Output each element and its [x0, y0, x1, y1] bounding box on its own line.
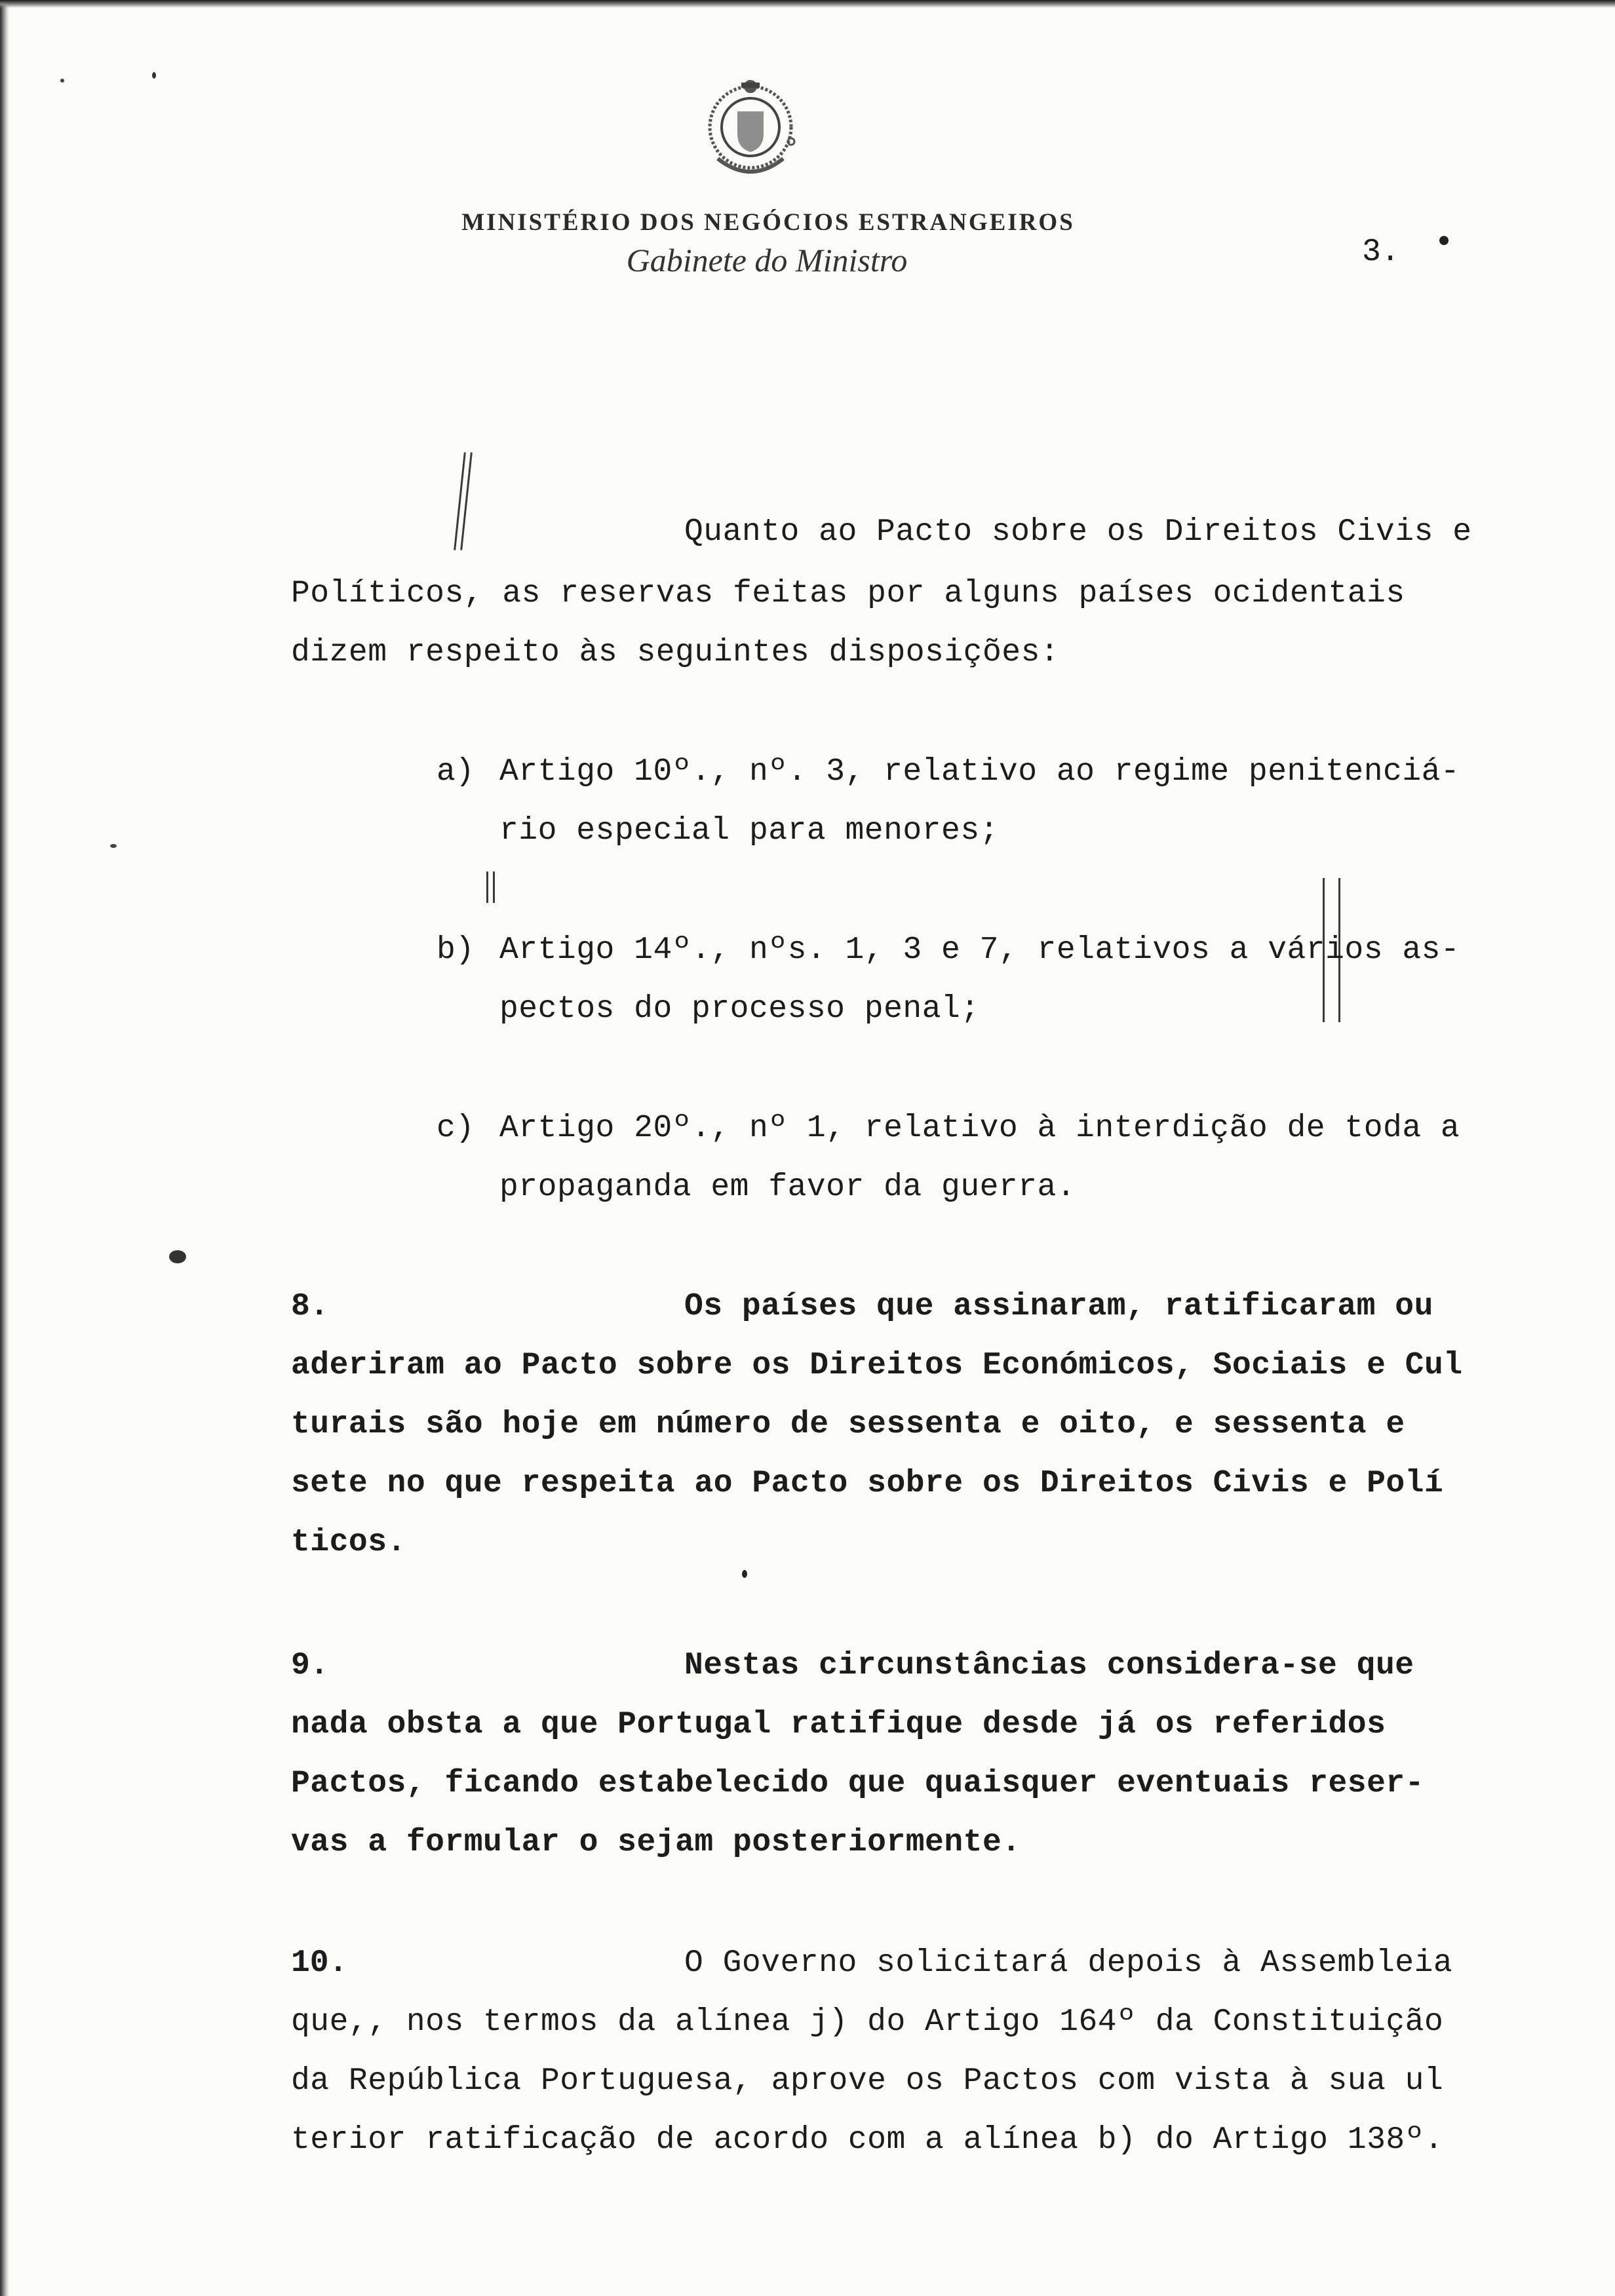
margin-mark	[486, 871, 488, 903]
paragraph-line: sete no que respeita ao Pacto sobre os Direitos Civis e Polí	[291, 1466, 1444, 1501]
ink-dot	[60, 79, 64, 83]
paragraph-line: que,, nos termos da alínea j) do Artigo 164º da Constituição	[291, 2004, 1444, 2040]
margin-mark	[454, 452, 466, 550]
item-line: Artigo 10º., nº. 3, relativo ao regime penitenciá-	[499, 754, 1460, 790]
item-marker: c)	[437, 1111, 475, 1146]
paragraph-line: da República Portuguesa, aprove os Pactos com vista à sua ul	[291, 2063, 1444, 2099]
scan-left-edge	[0, 0, 9, 2296]
item-marker: a)	[437, 754, 475, 790]
item-line: Artigo 20º., nº 1, relativo à interdição de toda a	[499, 1111, 1460, 1146]
ink-dot	[1439, 236, 1449, 245]
ink-dot	[152, 72, 156, 79]
paragraph-number: 9.	[291, 1648, 329, 1683]
intro-line: Quanto ao Pacto sobre os Direitos Civis e	[684, 514, 1472, 550]
ink-blot	[169, 1250, 186, 1263]
paragraph-number: 10.	[291, 1945, 348, 1981]
paragraph-line: Pactos, ficando estabelecido que quaisquer eventuais reser-	[291, 1766, 1424, 1801]
paragraph-line: ticos.	[291, 1525, 406, 1560]
paragraph-line: terior ratificação de acordo com a alínea b) do Artigo 138º.	[291, 2122, 1444, 2158]
item-line: pectos do processo penal;	[499, 991, 980, 1027]
paragraph-line: Nestas circunstâncias considera-se que	[684, 1648, 1414, 1683]
paragraph-line: vas a formular o sejam posteriormente.	[291, 1825, 1021, 1860]
paragraph-line: aderiram ao Pacto sobre os Direitos Económicos, Sociais e Cul	[291, 1348, 1463, 1383]
ink-dot	[110, 844, 117, 848]
intro-line: dizem respeito às seguintes disposições:	[291, 635, 1060, 670]
item-marker: b)	[437, 932, 475, 968]
paragraph-line: Os países que assinaram, ratificaram ou	[684, 1289, 1433, 1324]
item-line: Artigo 14º., nºs. 1, 3 e 7, relativos a vários as-	[499, 932, 1460, 968]
paragraph-number: 8.	[291, 1289, 329, 1324]
paragraph-line: O Governo solicitará depois à Assembleia	[684, 1945, 1453, 1981]
item-line: rio especial para menores;	[499, 813, 999, 849]
item-line: propaganda em favor da guerra.	[499, 1170, 1076, 1205]
cabinet-subtitle: Gabinete do Ministro	[626, 242, 908, 278]
paragraph-line: turais são hoje em número de sessenta e oito, e sessenta e	[291, 1407, 1405, 1442]
ministry-name: MINISTÉRIO DOS NEGÓCIOS ESTRANGEIROS	[461, 209, 1075, 236]
coat-of-arms-icon	[698, 73, 803, 191]
margin-mark	[493, 871, 495, 903]
ink-dot	[742, 1570, 747, 1578]
page-number: 3.	[1362, 235, 1400, 270]
intro-line: Políticos, as reservas feitas por alguns países ocidentais	[291, 576, 1405, 611]
scan-top-edge	[0, 0, 1615, 8]
paragraph-line: nada obsta a que Portugal ratifique desde já os referidos	[291, 1707, 1386, 1742]
